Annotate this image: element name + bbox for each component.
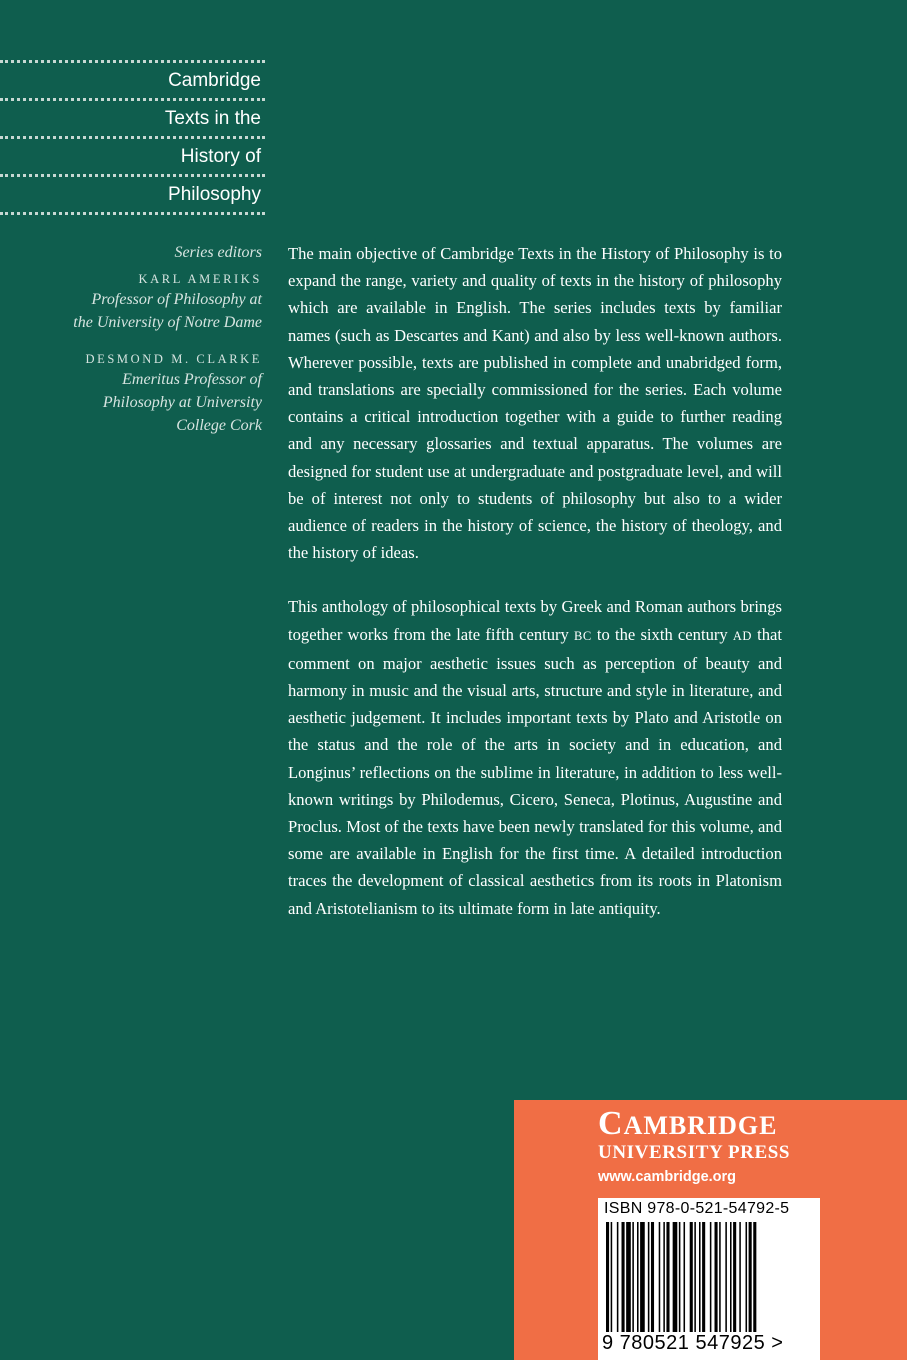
barcode-digits: 9 780521 547925 > <box>602 1332 784 1354</box>
barcode-bar <box>663 1222 665 1332</box>
isbn-text: ISBN 978-0-521-54792-5 <box>604 1200 790 1217</box>
barcode-bar <box>749 1222 752 1332</box>
barcode-bar <box>666 1222 669 1332</box>
barcode-bar <box>659 1222 661 1332</box>
publisher-logo-text: CAMBRIDGE <box>598 1105 778 1142</box>
barcode-bars-icon <box>604 1222 818 1332</box>
barcode-bar <box>640 1222 645 1332</box>
editor-affiliation: College Cork <box>176 417 262 434</box>
series-title-line-1: Cambridge <box>168 70 261 91</box>
barcode-bar <box>651 1222 654 1332</box>
barcode-bar <box>673 1222 678 1332</box>
barcode-bar <box>725 1222 727 1332</box>
series-description: The main objective of Cambridge Texts in the History of Philosophy is to expand the range, variety and quality of texts in the history of philosophy which are available in English. The series includes texts by familiar names (such as Descartes and Kant) and also by less well-known authors. Wherever possible, texts are published in complete and unabridged form, and translations are specially commissioned for the series. Each volume contains a critical introduction together with a guide to further reading and any necessary glossaries and textual apparatus. The volumes are designed for student use at undergraduate and postgraduate level, and will be of interest not only to students of philosophy but also to a wider audience of readers in the history of science, the history of theology, and the history of ideas. <box>288 244 782 563</box>
editor-affiliation: the University of Notre Dame <box>73 314 262 331</box>
barcode-bar <box>611 1222 613 1332</box>
barcode-bar <box>702 1222 705 1332</box>
barcode-bar <box>684 1222 686 1332</box>
barcode-bar <box>730 1222 732 1332</box>
publisher-press: UNIVERSITY PRESS <box>598 1142 791 1163</box>
barcode-bar <box>622 1222 625 1332</box>
barcode-bar <box>694 1222 696 1332</box>
publisher-url: www.cambridge.org <box>598 1169 737 1185</box>
barcode-bar <box>679 1222 681 1332</box>
editor-affiliation: Emeritus Professor of <box>122 371 262 388</box>
barcode-bar <box>690 1222 693 1332</box>
barcode-bar <box>753 1222 756 1332</box>
barcode-bar <box>733 1222 736 1332</box>
series-title-block <box>0 60 265 215</box>
series-title-line-4: Philosophy <box>168 184 261 205</box>
dotted-divider <box>0 212 265 215</box>
publisher-panel <box>514 1100 907 1360</box>
barcode <box>598 1198 820 1360</box>
book-description: This anthology of philosophical texts by Greek and Roman authors brings together works from the late fifth century BC to the sixth century AD that comment on major aesthetic issues such as perception of beauty and harmony in music and the visual arts, structure and style in literature, and aesthetic judgement. It includes important texts by Plato and Aristotle on the status and the role of the arts in society and in education, and Longinus’ reflections on the sublime in literature, in addition to less well-known writings by Philodemus, Cicero, Seneca, Plotinus, Augustine and Proclus. Most of the texts have been newly translated for this volume, and some are available in English for the first time. A detailed introduction traces the development of classical aesthetics from its roots in Platonism and Aristotelianism to its ultimate form in late antiquity. <box>288 597 783 918</box>
editor-affiliation: Philosophy at University <box>102 394 262 411</box>
series-title-line-3: History of <box>180 146 261 167</box>
series-editors <box>40 242 262 437</box>
series-editors-label: Series editors <box>174 244 262 261</box>
era-ad: AD <box>732 628 752 643</box>
barcode-bar <box>719 1222 721 1332</box>
barcode-bar <box>699 1222 701 1332</box>
editor-affiliation: Professor of Philosophy at <box>91 291 262 308</box>
barcode-bar <box>606 1222 609 1332</box>
series-title-line-2: Texts in the <box>164 108 261 129</box>
barcode-bar <box>617 1222 619 1332</box>
editor-name: DESMOND M. CLARKE <box>85 352 262 366</box>
blurb <box>288 240 782 922</box>
barcode-bar <box>746 1222 748 1332</box>
barcode-bar <box>710 1222 712 1332</box>
barcode-bar <box>648 1222 650 1332</box>
barcode-bar <box>715 1222 718 1332</box>
barcode-bar <box>632 1222 634 1332</box>
era-bc: BC <box>574 628 592 643</box>
editor-name: KARL AMERIKS <box>138 272 262 286</box>
barcode-bar <box>626 1222 631 1332</box>
barcode-bar <box>637 1222 639 1332</box>
barcode-bar <box>739 1222 741 1332</box>
